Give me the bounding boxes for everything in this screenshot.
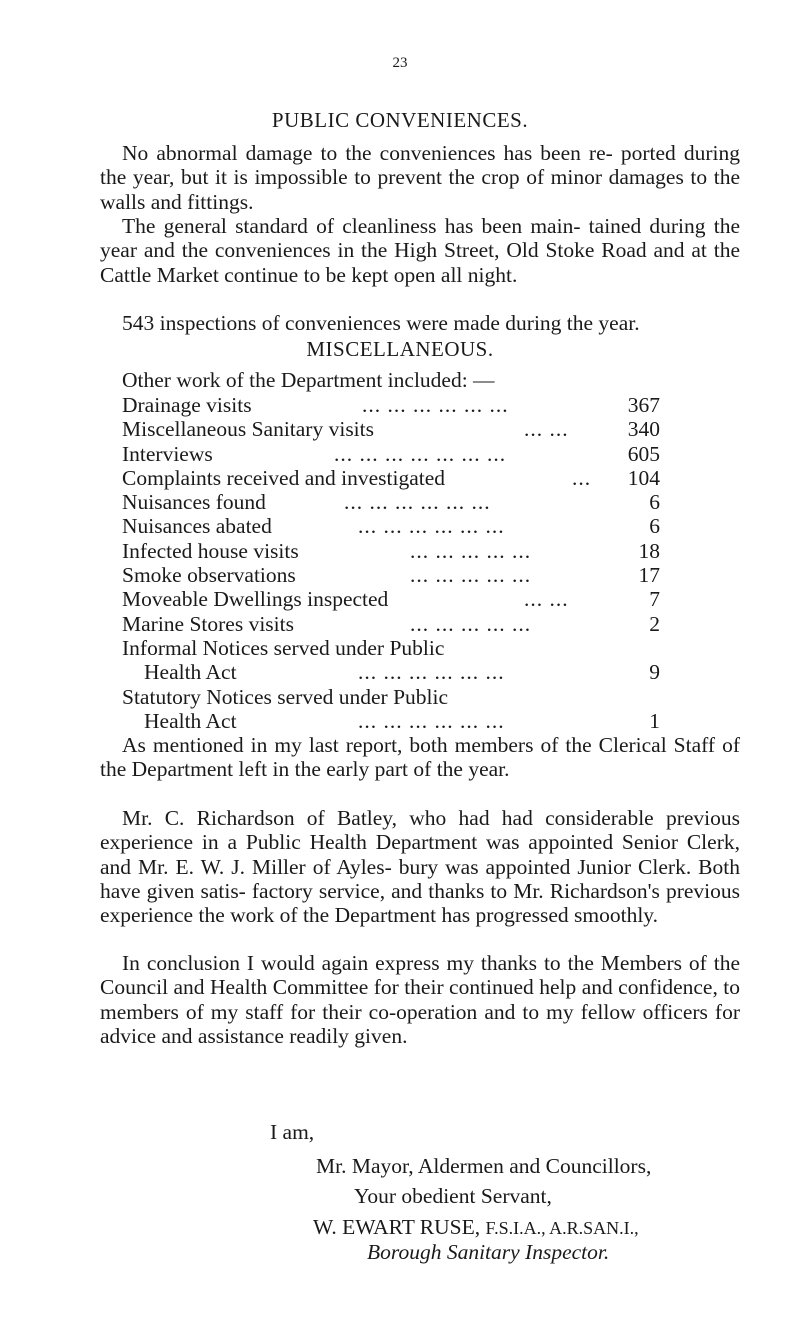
item-label: Moveable Dwellings inspected [122,587,389,612]
section-title-public-conveniences: PUBLIC CONVENIENCES. [271,108,529,132]
item-value: 6 [649,490,660,515]
item-label: Informal Notices served under Public [122,635,445,660]
signatory-name: W. EWART RUSE, [313,1215,481,1239]
item-value: 7 [649,587,660,612]
item-label: Drainage visits [122,393,252,417]
list-item [122,393,660,417]
list-item [122,563,660,587]
item-label: Smoke observations [122,563,296,588]
signature-line [313,1215,639,1240]
item-label: Complaints received and investigated [122,465,446,490]
paragraph-conclusion: In conclusion I would again express my thanks to the Members of the Council and Health Committee for their continued help and confidence, to members of my staff for their co-operation and to my fellow officers for advice and assistance readily given. [100,951,740,1048]
list-intro: Other work of the Department included: — [122,368,495,392]
leader-dots: ... ... ... ... ... ... [358,660,505,685]
item-label: Health Act [144,708,237,733]
signatory-position: Borough Sanitary Inspector. [367,1240,610,1264]
list-item [122,660,660,684]
leader-dots: ... ... ... ... ... ... [362,393,509,417]
closing-salutation: Mr. Mayor, Aldermen and Councillors, [316,1154,652,1178]
list-item [122,539,660,563]
leader-dots: ... ... ... ... ... ... [358,514,505,539]
list-item [122,490,660,514]
item-value: 6 [649,514,660,539]
list-item [122,417,660,441]
paragraph-clerical-staff: As mentioned in my last report, both members of the Clerical Staff of the Department left in the early part of the year. [100,733,740,782]
leader-dots: ... ... ... ... ... ... [358,708,505,733]
leader-dots: ... ... ... ... ... ... ... [334,441,507,466]
item-value: 340 [627,417,660,442]
item-value: 17 [638,563,660,588]
leader-dots: ... ... ... ... ... ... [344,490,491,515]
item-value: 367 [627,393,660,417]
closing-sign-off: Your obedient Servant, [354,1184,552,1208]
leader-dots: ... ... [524,417,569,442]
paragraph-damage: No abnormal damage to the conveniences has been re- ported during the year, but it is impossible to prevent the crop of minor damages to the walls and fittings. [100,141,740,214]
list-item [122,612,660,636]
item-label: Marine Stores visits [122,611,294,636]
item-value: 2 [649,611,660,636]
paragraph-cleanliness: The general standard of cleanliness has been main- tained during the year and the conveniences in the High Street, Old Stoke Road and at the Cattle Market continue to be kept open all night. [100,214,740,287]
leader-dots: ... ... ... ... ... [410,538,532,563]
list-item [122,685,660,709]
item-value: 9 [649,660,660,685]
item-label: Statutory Notices served under Public [122,684,449,709]
paragraph-inspections: 543 inspections of conveniences were made during the year. [122,311,640,335]
list-item [122,587,660,611]
item-label: Nuisances found [122,490,266,515]
leader-dots: ... ... ... ... ... [410,563,532,588]
list-item [122,466,660,490]
signatory-qualifications: F.S.I.A., A.R.SAN.I., [485,1218,639,1238]
paragraph-appointments: Mr. C. Richardson of Batley, who had had considerable previous experience in a Public Health Department was appointed Senior Clerk, and Mr. E. W. J. Miller of Ayles- bury was appointed Junior Clerk. Both have given satis- factory service, and thanks to Mr. Richardson's previous experience the work of the Department has progressed smoothly. [100,806,740,928]
item-label: Health Act [144,660,237,685]
item-label: Nuisances abated [122,514,272,539]
item-value: 18 [638,538,660,563]
closing-i-am: I am, [270,1120,315,1144]
list-item [122,442,660,466]
section-title-miscellaneous: MISCELLANEOUS. [306,337,494,361]
item-value: 104 [627,465,660,490]
leader-dots: ... ... ... ... ... [410,611,532,636]
item-label: Miscellaneous Sanitary visits [122,417,374,442]
item-value: 1 [649,708,660,733]
item-label: Infected house visits [122,538,299,563]
list-item [122,709,660,733]
list-item [122,514,660,538]
list-item [122,636,660,660]
item-label: Interviews [122,441,213,466]
item-value: 605 [627,441,660,466]
leader-dots: ... [572,465,592,490]
leader-dots: ... ... [524,587,569,612]
work-items-list [122,393,660,733]
page-number: 23 [392,55,408,71]
